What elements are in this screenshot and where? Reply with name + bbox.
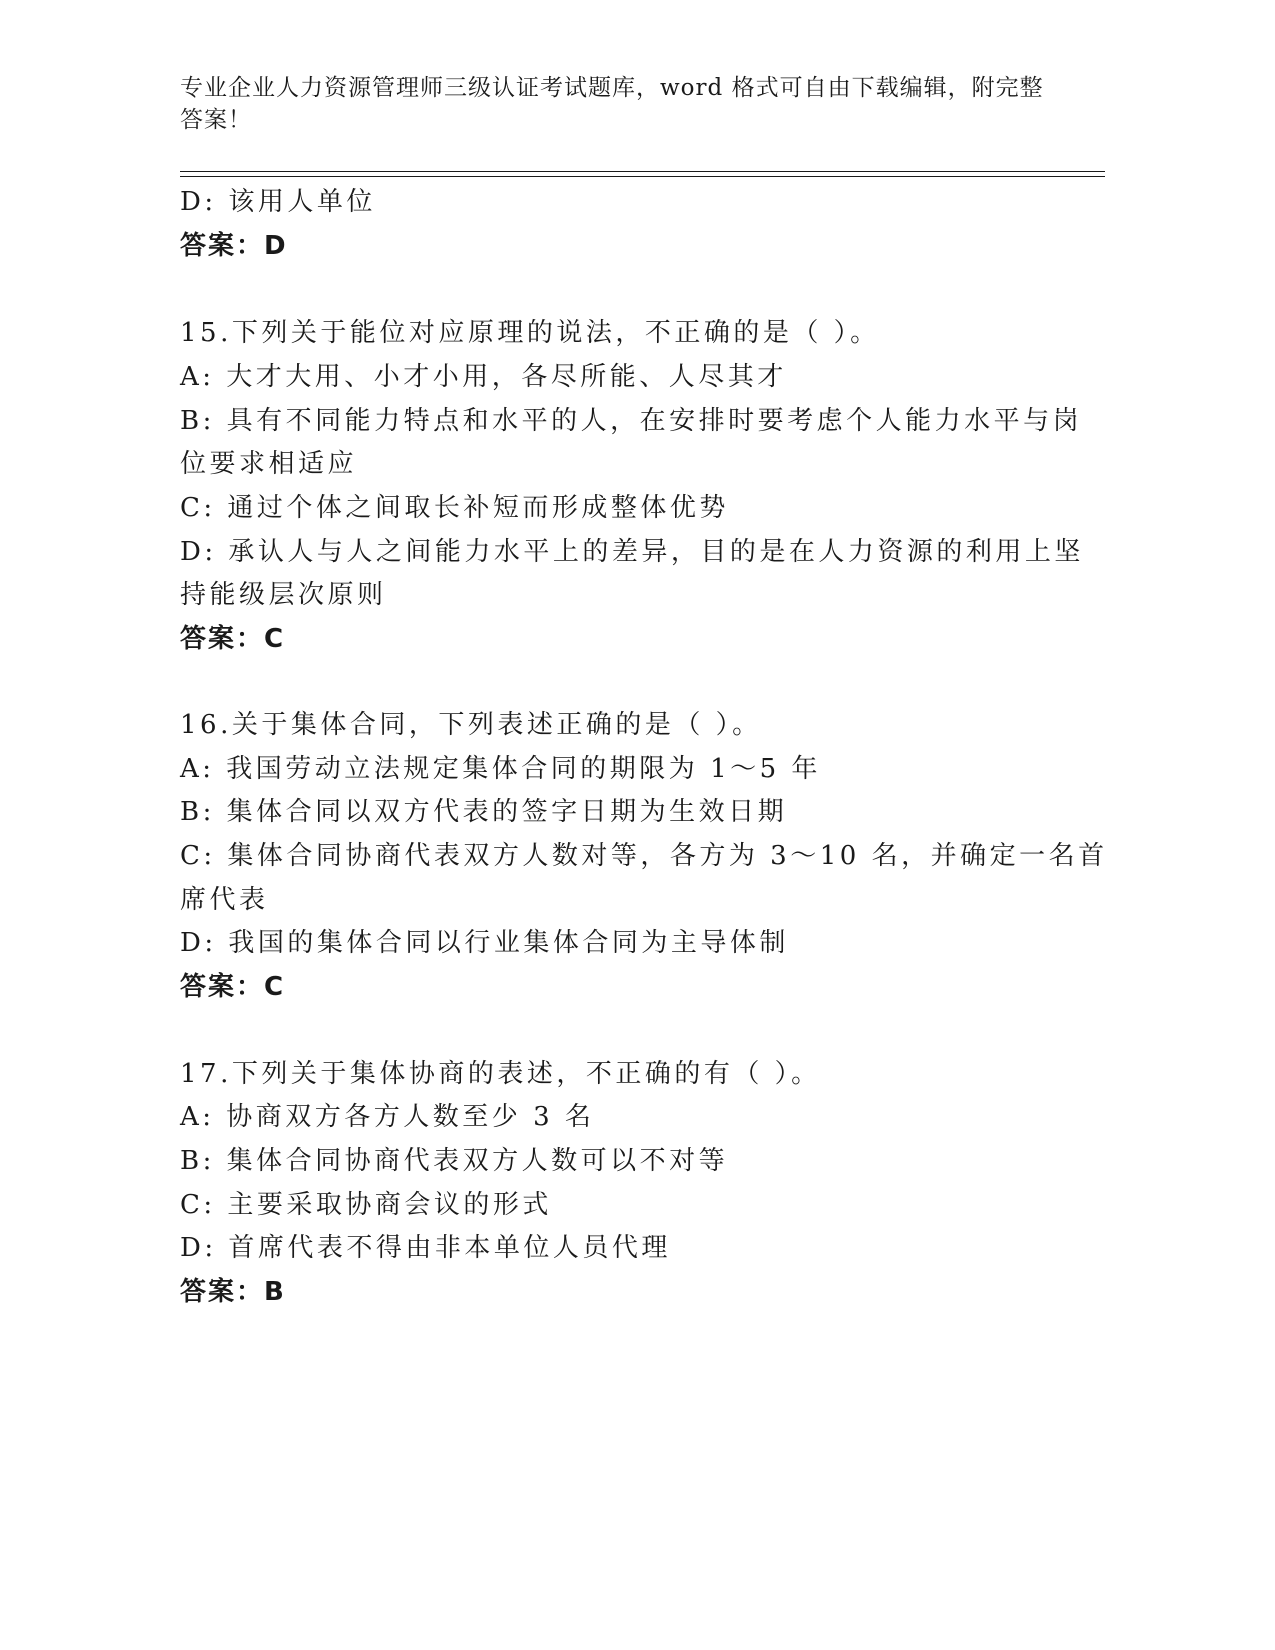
question-15-answer: 答案：C bbox=[180, 624, 286, 654]
question-15-stem: 15.下列关于能位对应原理的说法，不正确的是（ ）。 bbox=[180, 318, 880, 348]
question-16-option-b: B: 集体合同以双方代表的签字日期为生效日期 bbox=[180, 797, 788, 827]
question-15-option-c: C: 通过个体之间取长补短而形成整体优势 bbox=[180, 493, 729, 523]
question-15-option-d-cont: 持能级层次原则 bbox=[180, 580, 387, 610]
header-divider-bottom bbox=[180, 176, 1105, 177]
question-16-option-c: C: 集体合同协商代表双方人数对等，各方为 3～10 名，并确定一名首 bbox=[180, 841, 1108, 871]
question-17-option-b: B: 集体合同协商代表双方人数可以不对等 bbox=[180, 1146, 729, 1176]
question-17-answer: 答案：B bbox=[180, 1277, 286, 1307]
question-16-answer: 答案：C bbox=[180, 972, 286, 1002]
question-17-option-a: A: 协商双方各方人数至少 3 名 bbox=[180, 1102, 595, 1132]
question-16-option-d: D: 我国的集体合同以行业集体合同为主导体制 bbox=[180, 928, 789, 958]
header-note: 专业企业人力资源管理师三级认证考试题库，word 格式可自由下载编辑，附完整答案！ bbox=[180, 75, 1044, 133]
question-17-option-c: C: 主要采取协商会议的形式 bbox=[180, 1190, 552, 1220]
question-15-option-b-cont: 位要求相适应 bbox=[180, 449, 358, 479]
prev-answer: 答案：D bbox=[180, 231, 288, 261]
question-15-option-a: A: 大才大用、小才小用，各尽所能、人尽其才 bbox=[180, 362, 787, 392]
question-15-option-d: D: 承认人与人之间能力水平上的差异，目的是在人力资源的利用上坚 bbox=[180, 537, 1084, 567]
prev-option-d: D: 该用人单位 bbox=[180, 187, 376, 217]
question-16-option-c-cont: 席代表 bbox=[180, 885, 269, 915]
question-15-option-b: B: 具有不同能力特点和水平的人，在安排时要考虑个人能力水平与岗 bbox=[180, 406, 1083, 436]
question-16-stem: 16.关于集体合同，下列表述正确的是（ ）。 bbox=[180, 710, 762, 740]
header-divider-top bbox=[180, 171, 1105, 172]
question-17-option-d: D: 首席代表不得由非本单位人员代理 bbox=[180, 1233, 671, 1263]
question-16-option-a: A: 我国劳动立法规定集体合同的期限为 1～5 年 bbox=[180, 754, 821, 784]
question-17-stem: 17.下列关于集体协商的表述，不正确的有（ ）。 bbox=[180, 1059, 821, 1089]
